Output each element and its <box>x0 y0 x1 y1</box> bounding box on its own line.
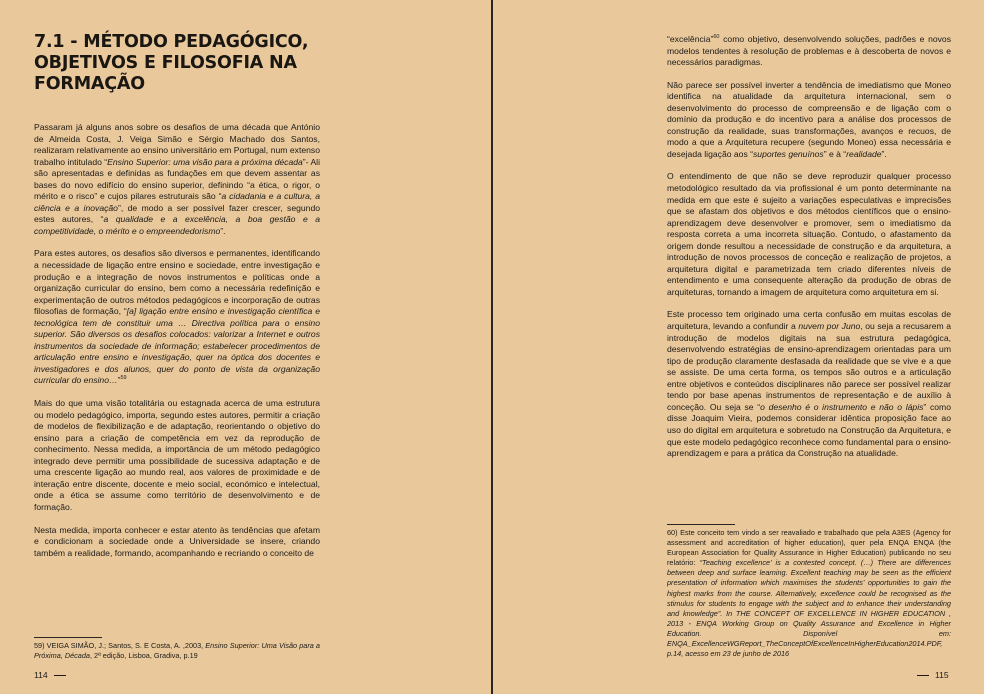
paragraph: Nesta medida, importa conhecer e estar atento às tendências que afetam e condicionam a sociedade onde a Universidade se insere, criando também a realidade, formando, acompanhando e recriando o conceito de <box>34 524 320 558</box>
left-page <box>0 0 491 694</box>
paragraph: Mais do que uma visão totalitária ou estagnada acerca de uma estrutura ou modelo pedagógico, importa, segundo estes autores, permitir a criação de modelos de flexibilização e de adaptação, reorientando o objetivo do ensino para a criação de competência em vez da reprodução de conhecimento. Nessa medida, a importância de um método pedagógico integrado deve permitir uma possibilidade de sucessiva adaptação e de uma crescente ligação ao mundo real, aos valores de proximidade e de interação entre discente, docente e meio social, económico e intelectual, onde a ética se assume como território de desenvolvimento e de formação. <box>34 398 320 512</box>
section-title: 7.1 - MÉTODO PEDAGÓGICO, OBJETIVOS E FILOSOFIA NA FORMAÇÃO <box>34 32 309 94</box>
paragraph: Para estes autores, os desafios são diversos e permanentes, identificando a necessidade de ligação entre ensino e sociedade, entre investigação e produção e a integração de novos instrumentos e políticas onde a organização curricular do ensino, bem como a necessária redefinição e experimentação de outros métodos pedagógicos e incorporação de outras filosofias de formação, “[a] ligação entre ensino e investigação científica e tecnológica tem de constituir uma … Directiva política para o ensino superior. São diversos os desafios colocados: valorizar a Internet e outros instrumentos da sociedade de informação; estabelecer procedimentos de articulação entre ensino e investigação, quer na óptica dos docentes e investigadores e dos alunos, quer do ponto de vista da organização curricular do ensino…”$^{59}$ <box>34 248 320 386</box>
paragraph: “excelência”$^{60}$ como objetivo, desenvolvendo soluções, padrões e novos modelos tendentes à resolução de problemas e à descoberta de novos e necessários paradigmas. <box>667 34 951 68</box>
right-page <box>493 0 984 694</box>
paragraph: Este processo tem originado uma certa confusão em muitas escolas de arquitetura, levando a confundir a nuvem por Juno, ou seja a recusarem a introdução de modelos digitais na sua estrutura pedagógica, desenvolvendo estratégias de ensino-aprendizagem orientadas para um tipo de produção claramente desfasada da realidade que se vive e a que se assiste. De uma certa forma, os tempos são outros e a articulação entre objetivos e conteúdos disciplinares não parece ser possível realizar tendo por base apenas instrumentos de representação e de auxílio à conceção. Ou seja se “o desenho é o instrumento e não o lápis” como disse Joaquim Vieira, podemos considerar idêntica proposição face ao uso do digital em arquitetura e sobretudo na Construção da Arquitetura, e que este modelo pedagógico reconhece como fundamental para o ensino-aprendizagem e para a prática da Construção na atualidade. <box>667 309 951 459</box>
footnote-divider <box>667 524 735 525</box>
footnote: 59) VEIGA SIMÃO, J.; Santos, S. E Costa, A. ,2003, Ensino Superior: Uma Visão para a Próxima, Década, 2ª edição, Lisboa, Gradiva, p.19 <box>34 641 320 661</box>
paragraph: Passaram já alguns anos sobre os desafios de uma década que António de Almeida Costa, J. Veiga Simão e Sérgio Machado dos Santos, realizaram relativamente ao ensino universitário em Portugal, num extenso trabalho intitulado “Ensino Superior: uma visão para a próxima década”- Ali são apresentadas e definidas as fundações em que devem assentar as bases do novo edifício do ensino superior, definindo “a ética, o rigor, o mérito e o risco” e cujos pilares estruturais são “a cidadania e a cultura, a ciência e a inovação”, de modo a ser possível fazer crescer, segundo estes autores, “a qualidade e a excelência, a boa gestão e a competitividade, o mérito e o empreendedorismo”. <box>34 122 321 236</box>
paragraph: O entendimento de que não se deve reproduzir qualquer processo metodológico resultado da via profissional é um ponto determinante na medida em que este é sujeito a variações especulativas e imprecisões que se afastam dos objetivos e dos métodos científicos que o ensino-aprendizagem deve desenvolver e promover, sem o imediatismo da resposta correta a uma incorreta situação. Contudo, o afastamento da origem donde resultou a necessidade de construção e da arquitetura, a introdução de novos processos de conceção e realização de projetos, a arquitetura digital e parametrizada tem criado diferentes níveis de entendimento e uma consequente alteração da produção de obras de arquiteturas, tornando a imagem de arquitetura como arquitetura em si. <box>667 171 951 297</box>
page-number-left: 114 <box>34 670 66 680</box>
right-body-text <box>667 34 951 471</box>
footnote-ref[interactable]: 59 <box>120 375 127 382</box>
left-body-text <box>34 122 320 570</box>
footnote-divider <box>34 637 102 638</box>
paragraph: Não parece ser possível inverter a tendência de imediatismo que Moneo identifica na atualidade da arquitetura internacional, sem o desenvolvimento do processo de compreensão e de ligação com o domínio da produção e do incentivo para a análise dos processos de construção da realidade, suas transformações, avanços e recuos, de modo a que a Arquitetura recupere (segundo Moneo) essa necessária e desejada ligação aos “suportes genuínos” e à “realidade”. <box>667 79 951 159</box>
page-dash <box>54 675 66 676</box>
footnote: 60) Este conceito tem vindo a ser reavaliado e trabalhado que pela A3ES (Agency for assessment and accreditation of higher education), quer pela ENQA ENQA (the European Association for Quality Assurance in Higher Education) publicando no seu relatório: “Teaching excellence’ is a contested concept. (…) There are differences between deep and surface learning. Excellent teaching may be seen as the efficient presentation of information which maximises the students’ opportunities to gain the highest marks from the course. Alternatively, excellence could be recognised as the stimulus for students to engage with the subject and to enhance their understanding and knowledge”. In THE CONCEPT OF EXCELLENCE IN HIGHER EDUCATION , 2013 - ENQA Working Group on Quality Assurance and Excellence in Higher Education. Disponível em: ENQA_ExcellenceWGReport_TheConceptOfExcellenceInHigherEducation2014.PDF, p.14, acesso em 23 de junho de 2016 <box>667 528 952 659</box>
page-number-right: 115 <box>917 670 949 680</box>
page-dash <box>917 675 929 676</box>
footnote-ref[interactable]: 60 <box>713 34 720 41</box>
